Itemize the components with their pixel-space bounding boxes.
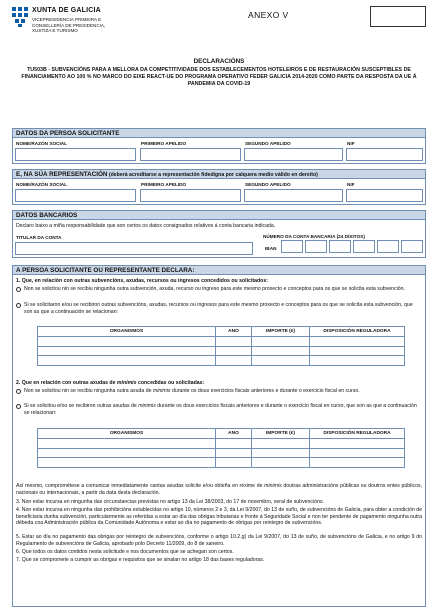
document-subtitle: TU503B - SUBVENCIÓNS PARA A MELLORA DA COMPETITIVIDADE DOS ESTABLECEMENTOS HOTELEIROS E DE RESTAURACIÓN SUSCEPTIBLES DE FINANCIAMENTO AO 100 % NO MARCO DO EIXE REACT-UE DO PROGRAMA OPERATIVO FEDER GALICIA 2014-2020 COMO PARTE DA RESPOSTA DA UE Á PANDEMIA DA COVID-19 (21, 67, 417, 87)
col-ano: ANO (216, 429, 252, 439)
titular-label: TITULAR DA CONTA (16, 235, 62, 240)
representacion-section (12, 169, 426, 205)
table-row[interactable] (38, 458, 405, 468)
declaration-item: 5. Estar ao día no pagamento das obrigas por reintegro de subvencións, conforme o artigo 10.2.g) da Lei 9/2007, do 13 de xuño, de subvencións de Galicia, e no artigo 9 do Regulamento de subvencións de Galicia, aprobado polo Decreto 11/2009, do 8 de xaneiro. (16, 534, 422, 547)
bancarios-title: DATOS BANCARIOS (13, 211, 425, 220)
table-row[interactable] (38, 337, 405, 347)
col-disposicion: DISPOSICIÓN REGULADORA (310, 327, 405, 337)
table-row[interactable] (38, 346, 405, 356)
xunta-cross-icon (12, 7, 28, 27)
axudas-table (37, 326, 405, 366)
annex-label: ANEXO V (248, 10, 289, 20)
col-disposicion: DISPOSICIÓN REGULADORA (310, 429, 405, 439)
representacion-title: E, NA SÚA REPRESENTACIÓN (deberá acreditarse a representación fidedigna por calquera medio válido en dereito) (13, 170, 425, 179)
col-importe: IMPORTE (€) (252, 429, 310, 439)
table-row[interactable] (38, 356, 405, 366)
q1-option-si: Si se solicitaron e/ou se recibiron outras subvencións, axudas, recursos ou ingresos para este mesmo proxecto e conceptos para os que se solicita esta subvención, que son as que a continuación se relacionan: (16, 302, 422, 315)
q2-option-si: Si se solicitou e/ou se recibiron outras axudas de minimis durante os dous exercicios fiscais anteriores e durante o exercicio fiscal en curso, que son as que a continuación se relacionan: (16, 403, 422, 416)
rep-nif-input[interactable] (346, 189, 423, 202)
titular-conta-input[interactable] (15, 242, 253, 255)
solicitante-section (12, 128, 426, 164)
document-title: DECLARACIÓNS (193, 58, 245, 65)
declara-section (12, 265, 426, 607)
iban-label: IBAN (265, 246, 277, 251)
declaration-item: 4. Non estar incursa en ningunha das prohibicións establecidas no artigo 10, números 2 e 3, da Lei 9/2007, do 13 de xuño, de subvencións de Galicia, para obter a condición de beneficiaria dunha subvención, particularmente as referidas a estar ao día das obrigas tributarias e fronte á Seguridade Social e non ter pendente de pagamento ningunha outra débeda coa Administración pública da Comunidade Autónoma e estar ao día no pagamento de obrigas por reintegro de subvencións. (16, 507, 422, 526)
question-2: 2. Que en relación con outras axudas de minimis concedidas ou solicitadas: (16, 380, 205, 386)
numero-conta-label: NÚMERO DA CONTA BANCARIA (24 DÍXITOS) (263, 234, 365, 239)
q1-no-radio[interactable] (16, 287, 21, 292)
rep-nome-input[interactable] (15, 189, 136, 202)
field-label: SEGUNDO APELIDO (245, 141, 291, 146)
declaration-item: 7. Que se compromete a cumprir as obrigas e requisitos que se sinalan no artigo 18 das bases reguladoras. (16, 557, 265, 563)
field-label: PRIMEIRO APELIDO (141, 141, 187, 146)
iban-block-input[interactable] (401, 240, 423, 253)
field-label: NIF (347, 141, 355, 146)
logo-name: XUNTA DE GALICIA (32, 7, 101, 14)
q2-si-radio[interactable] (16, 404, 21, 409)
iban-block-input[interactable] (353, 240, 375, 253)
iban-block-input[interactable] (281, 240, 303, 253)
q2-option-no: Non se solicitou nin se recibiu ningunha outra axuda de minimis durante os dous exercicios fiscais anteriores e durante o exercicio fiscal en curso. (16, 388, 422, 395)
nif-input[interactable] (346, 148, 423, 161)
declaration-item: 6. Que todos os datos contidos nesta solicitude e nos documentos que se achegan son certos. (16, 549, 234, 555)
nome-razon-social-input[interactable] (15, 148, 136, 161)
iban-block-input[interactable] (377, 240, 399, 253)
table-row[interactable] (38, 448, 405, 458)
segundo-apelido-input[interactable] (244, 148, 343, 161)
question-1: 1. Que, en relación con outras subvencións, axudas, recursos ou ingresos concedidos ou solicitados: (16, 278, 268, 284)
minimis-table (37, 428, 405, 468)
table-row[interactable] (38, 439, 405, 449)
q2-no-radio[interactable] (16, 389, 21, 394)
iban-block-input[interactable] (305, 240, 327, 253)
field-label: NOME/RAZÓN SOCIAL (16, 141, 68, 146)
solicitante-title: DATOS DA PERSOA SOLICITANTE (13, 129, 425, 138)
q1-si-radio[interactable] (16, 303, 21, 308)
col-ano: ANO (216, 327, 252, 337)
q1-option-no: Non se solicitou nin se recibiu ningunha outra subvención, axuda, recurso ou ingreso para este mesmo proxecto e conceptos para os que se solicita esta subvención. (16, 286, 422, 293)
rep-segundo-apelido-input[interactable] (244, 189, 343, 202)
col-organismos: ORGANISMOS (38, 327, 216, 337)
bancarios-section (12, 210, 426, 258)
field-label: NIF (347, 182, 355, 187)
col-importe: IMPORTE (€) (252, 327, 310, 337)
declaration-item: 3. Non estar incursa en ningunha das circunstancias previstas no artigo 13 da Lei 38/2003, do 17 de novembro, xeral de subvencións. (16, 499, 324, 505)
field-label: SEGUNDO APELIDO (245, 182, 291, 187)
bancarios-intro: Declaro baixo a miña responsabilidade que son certos os datos consignados relativos á conta bancaria indicada. (16, 223, 276, 229)
col-organismos: ORGANISMOS (38, 429, 216, 439)
field-label: NOME/RAZÓN SOCIAL (16, 182, 68, 187)
field-label: PRIMEIRO APELIDO (141, 182, 187, 187)
rep-primeiro-apelido-input[interactable] (140, 189, 241, 202)
compromiso-paragraph: Así mesmo, comprométese a comunicar inmediatamente cantas axudas solicite e/ou obteña en réxime de minimis doutras administracións públicas ou doutros entes públicos, nacionais ou internacionais, a partir da data desta declaración. (16, 483, 423, 496)
procedure-code-box (370, 6, 426, 27)
declara-title: A PERSOA SOLICITANTE OU REPRESENTANTE DECLARA: (13, 266, 425, 275)
logo-subtitle: VICEPRESIDENCIA PRIMEIRA E CONSELLERÍA DE PRESIDENCIA, XUSTIZA E TURISMO (32, 17, 106, 33)
primeiro-apelido-input[interactable] (140, 148, 241, 161)
iban-block-input[interactable] (329, 240, 351, 253)
